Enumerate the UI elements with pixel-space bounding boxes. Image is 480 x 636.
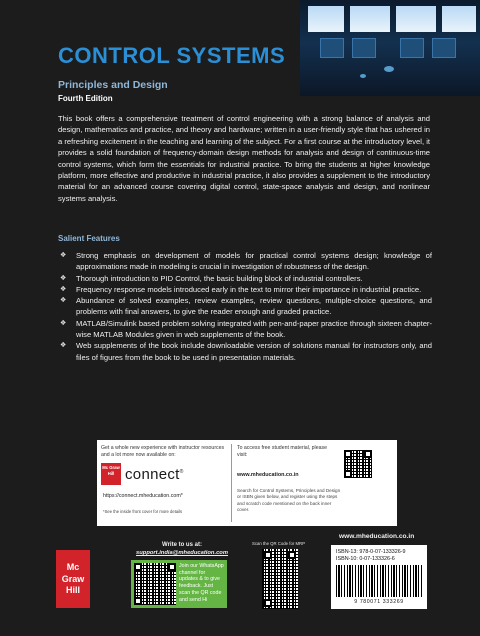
write-to-us-label: Write to us at: [162, 542, 202, 548]
whatsapp-channel-box [131, 560, 227, 608]
features-list [58, 250, 432, 363]
isbn-13: ISBN-13: 978-0-07-133326-9 [336, 549, 406, 555]
feature-item: ❖ Web supplements of the book include downloadable version of solutions manual for instructors only, and files of figures from the book to be used in presentation materials. [60, 341, 432, 362]
book-title: CONTROL SYSTEMS [58, 43, 286, 68]
cockpit-display [352, 38, 376, 58]
isbn-10: ISBN-10: 0-07-133326-6 [336, 556, 395, 562]
feature-item: ❖ MATLAB/Simulink based problem solving integrated with pen-and-paper practice through sixteen chapter-wise MATLAB Modules given in web supplements of the book. [60, 318, 432, 340]
cockpit-light [360, 74, 366, 78]
feature-item: ❖ Strong emphasis on development of models for practical control systems design; knowledge of approximations made in modeling is crucial in investigation of robustness of the design. [60, 251, 432, 272]
mrp-qr-label: Scan the QR Code for MRP [252, 541, 306, 546]
whatsapp-qr-code[interactable] [134, 563, 176, 605]
student-material-url[interactable]: www.mheducation.co.in [237, 472, 299, 478]
diamond-bullet-icon: ❖ [60, 252, 67, 259]
student-qr-code[interactable] [344, 450, 372, 478]
connect-footnote: *See the inside front cover for more details [103, 509, 183, 514]
diamond-bullet-icon: ❖ [60, 285, 67, 293]
cockpit-window [308, 6, 344, 32]
support-email-link[interactable]: support.india@mheducation.com [136, 550, 228, 556]
cockpit-display [400, 38, 424, 58]
feature-item: ❖ Abundance of solved examples, review examples, review questions, multiple-choice questions, and problems with final answers, to give the reader enough and graded practice. [60, 296, 432, 317]
mrp-qr-code[interactable] [262, 549, 298, 609]
diamond-bullet-icon: ❖ [60, 319, 67, 327]
cockpit-light [384, 66, 394, 72]
divider [231, 444, 232, 522]
barcode-number: 9 780071 333269 [354, 599, 404, 605]
features-heading: Salient Features [58, 234, 120, 243]
cockpit-display [320, 38, 344, 58]
mcgraw-hill-logo: Mc Graw Hill [56, 550, 90, 608]
cockpit-window [350, 6, 390, 32]
feature-item: ❖ Frequency response models introduced early in the text to mirror their importance in industrial practice. [60, 284, 422, 294]
diamond-bullet-icon: ❖ [60, 297, 67, 305]
connect-intro-text: Get a whole new experience with instructor resources and a lot more now available on: [101, 445, 225, 458]
book-edition: Fourth Edition [58, 94, 113, 103]
barcode-icon [336, 565, 422, 597]
student-material-text: To access free student material, please visit: [237, 445, 327, 458]
cockpit-window [396, 6, 436, 32]
diamond-bullet-icon: ❖ [60, 274, 67, 282]
connect-logo: connect® [125, 466, 184, 483]
connect-info-box [97, 440, 397, 526]
feature-item: ❖ Thorough introduction to PID Control, the basic building block of industrial controllers. [60, 273, 363, 283]
website-url[interactable]: www.mheducation.co.in [339, 533, 415, 540]
mcgraw-hill-logo: Mc Graw Hill [101, 463, 121, 485]
diamond-bullet-icon: ❖ [60, 342, 67, 350]
connect-url-link[interactable]: https://connect.mheducation.com* [103, 493, 183, 499]
cockpit-photo [300, 0, 480, 96]
book-subtitle: Principles and Design [58, 79, 168, 91]
book-description: This book offers a comprehensive treatment of control engineering with a strong balance of analysis and design, mathematics and practice, and theory and hardware; written in a user-friendly style that has ushered in a refreshing excitement in the teaching and learning of the subject. For a first course at the introductory level, it provides a solid foundation of frequency-domain design methods for analysis and design of continuous-time control systems, which form the essentials for industrial practice. To bring the students at higher knowledge platform, more effective and productive in industrial practice, it also provides a supplement to the introductory material for an advanced course covering digital control, state-space analysis and design, and nonlinear systems analysis. [58, 114, 430, 203]
cockpit-display [432, 38, 456, 58]
isbn-barcode-box [331, 545, 427, 609]
whatsapp-text: Join our WhatsApp channel for updates & to give feedback. Just scan the QR code and send Hi [179, 563, 224, 603]
cockpit-window [442, 6, 476, 32]
student-material-instructions: Search for Control Systems, Principles and Design or ISBN given below, and register using the steps and scratch code mentioned on the back inner cover. [237, 488, 341, 512]
